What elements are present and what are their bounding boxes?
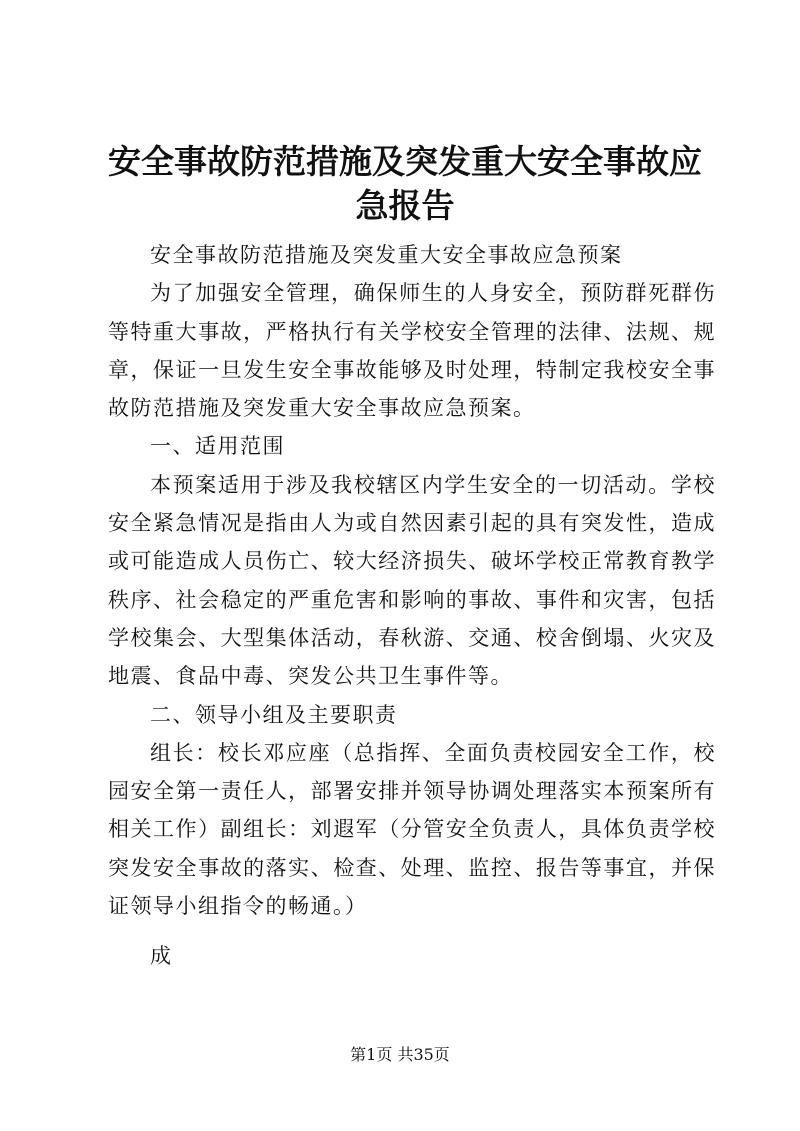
last-line: 成	[150, 944, 173, 969]
document-title: 安全事故防范措施及突发重大安全事故应急报告	[108, 142, 702, 225]
document-body	[108, 236, 716, 976]
paragraph-gap	[108, 925, 716, 937]
section-2-paragraph: 组长：校长邓应座（总指挥、全面负责校园安全工作，校园安全第一责任人，部署安排并领导协调处理落实本预案所有相关工作）副组长：刘遐军（分管安全负责人，具体负责学校突发安全事故的落实、检查、处理、监控、报告等事宜，并保证领导小组指令的畅通。）	[108, 740, 716, 919]
section-1-heading: 一、适用范围	[150, 434, 285, 459]
subtitle: 安全事故防范措施及突发重大安全事故应急预案	[150, 243, 623, 267]
section-2-heading: 二、领导小组及主要职责	[150, 702, 398, 727]
intro-paragraph: 为了加强安全管理，确保师生的人身安全，预防群死群伤等特重大事故，严格执行有关学校安全管理的法律、法规、规章，保证一旦发生安全事故能够及时处理，特制定我校安全事故防范措施及突发重大安全事故应急预案。	[108, 281, 716, 421]
section-1-paragraph: 本预案适用于涉及我校辖区内学生安全的一切活动。学校安全紧急情况是指由人为或自然因素引起的具有突发性，造成或可能造成人员伤亡、较大经济损失、破坏学校正常教育教学秩序、社会稳定的严重危害和影响的事故、事件和灾害，包括学校集会、大型集体活动，春秋游、交通、校舍倒塌、火灾及地震、食品中毒、突发公共卫生事件等。	[108, 472, 716, 689]
page-footer: 第1页 共35页	[350, 1045, 450, 1064]
